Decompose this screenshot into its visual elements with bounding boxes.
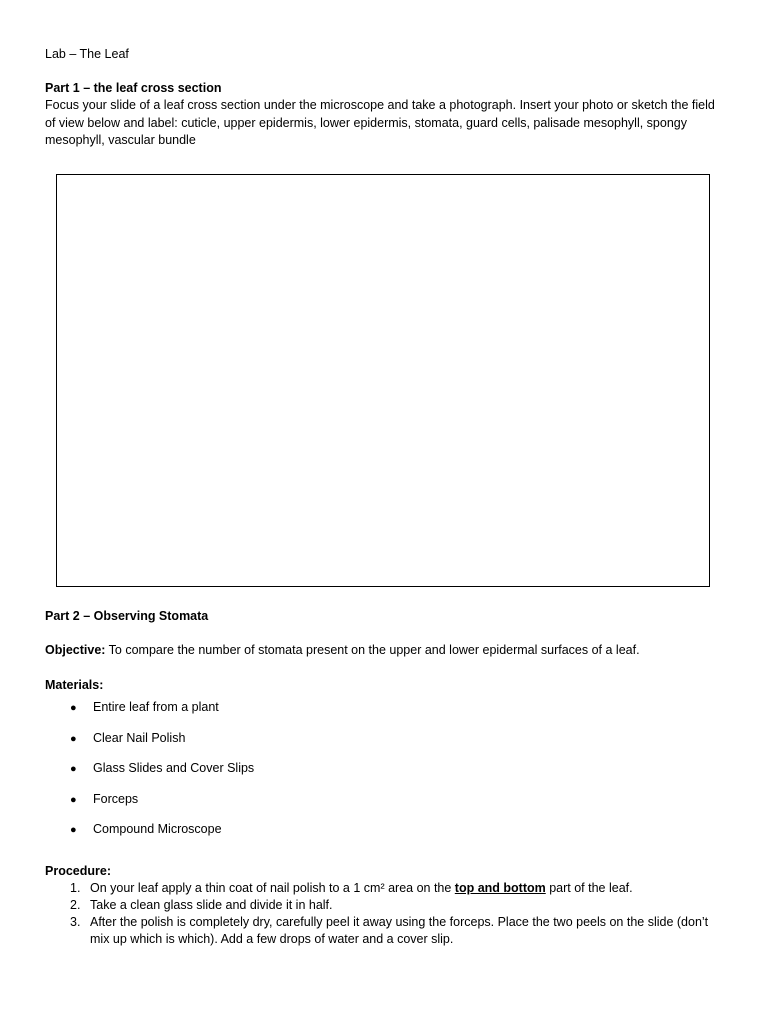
bullet-icon: ● (70, 824, 77, 836)
procedure-step (45, 897, 725, 914)
material-label: Entire leaf from a plant (93, 700, 219, 714)
step-number: 1. (70, 881, 81, 895)
step-text: After the polish is completely dry, carefully peel it away using the forceps. Place the two peels on the slide (don’t mix up which is which). Add a few drops of water and a cover slip. (90, 915, 709, 946)
objective-text: To compare the number of stomata present on the upper and lower epidermal surfaces of a leaf. (105, 643, 640, 657)
part1-instructions: Focus your slide of a leaf cross section under the microscope and take a photograph. Insert your photo or sketch the field of view below and label: cuticle, upper epidermis, lower epidermis, stomata, guard cells, palisade mesophyll, spongy mesophyll, vascular bundle (45, 98, 715, 147)
materials-list (70, 700, 254, 853)
procedure-list (45, 880, 725, 948)
step-number: 3. (70, 915, 81, 929)
part1-heading: Part 1 – the leaf cross section (45, 81, 222, 95)
materials-heading: Materials: (45, 678, 104, 692)
document-title: Lab – The Leaf (45, 47, 129, 61)
step-text: On your leaf apply a thin coat of nail polish to a 1 cm² area on the top and bottom part of the leaf. (90, 881, 633, 895)
material-label: Forceps (93, 791, 139, 806)
emphasis-text: top and bottom (454, 881, 546, 895)
objective-paragraph (45, 643, 640, 657)
material-label: Clear Nail Polish (93, 730, 186, 745)
procedure-step (45, 914, 725, 948)
bullet-icon: ● (70, 702, 77, 714)
material-label: Compound Microscope (93, 822, 222, 836)
list-item (70, 700, 254, 731)
list-item (70, 731, 254, 762)
list-item (70, 761, 254, 792)
step-number: 2. (70, 898, 81, 912)
bullet-icon: ● (70, 732, 77, 745)
bullet-icon: ● (70, 793, 77, 806)
step-text: Take a clean glass slide and divide it in half. (90, 898, 333, 912)
list-item (70, 822, 254, 853)
material-label: Glass Slides and Cover Slips (93, 761, 255, 775)
photo-sketch-box[interactable] (56, 174, 710, 587)
bullet-icon: ● (70, 763, 77, 775)
part2-heading: Part 2 – Observing Stomata (45, 609, 209, 623)
list-item (70, 792, 254, 823)
objective-label: Objective: (45, 643, 106, 657)
procedure-step (45, 880, 725, 897)
procedure-heading: Procedure: (45, 864, 111, 878)
